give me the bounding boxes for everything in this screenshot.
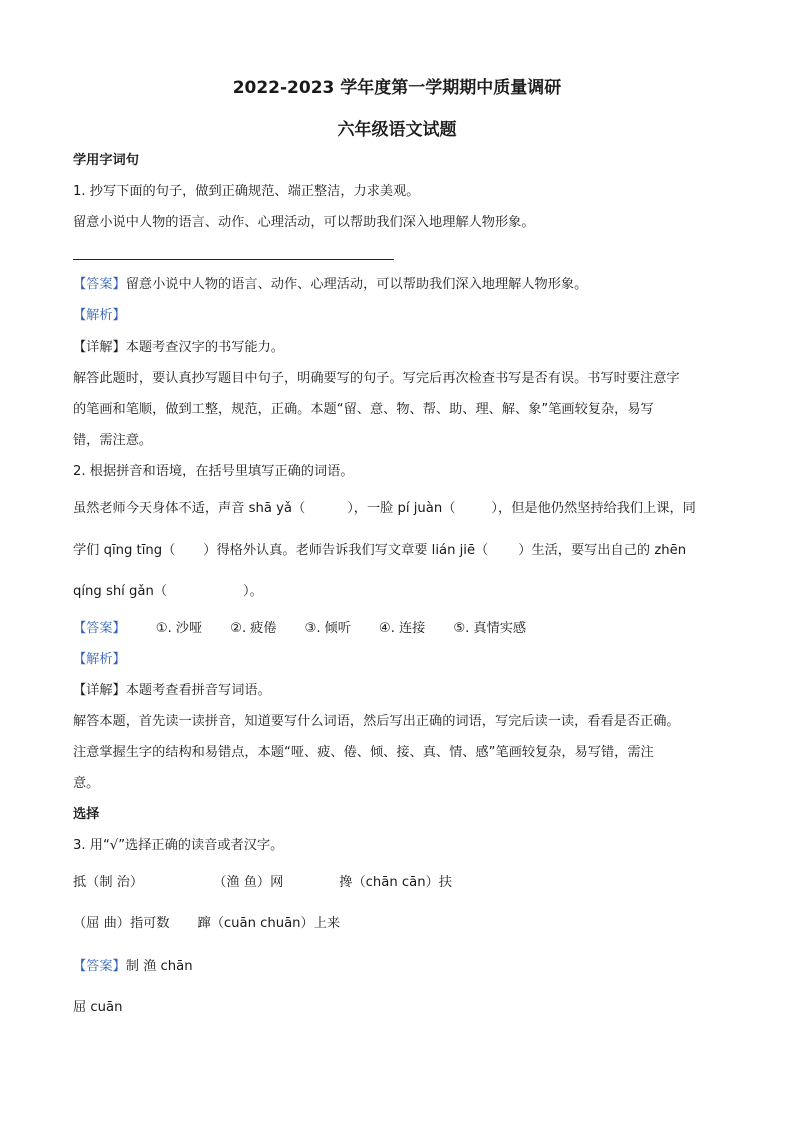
page-title: 2022-2023 学年度第一学期期中质量调研 bbox=[232, 78, 562, 98]
q2-detail bbox=[73, 682, 271, 700]
q1-answer-rule bbox=[73, 259, 394, 260]
passage-text: 虽然老师今天身体不适，声音 shā yǎ（ bbox=[73, 501, 306, 516]
q3-stem: 3. 用“√”选择正确的读音或者汉字。 bbox=[73, 838, 284, 853]
q1-explain-3: 错，需注意。 bbox=[73, 433, 153, 448]
answer-item-5: ⑤. 真情实感 bbox=[453, 621, 527, 636]
q2-stem: 2. 根据拼音和语境，在括号里填写正确的词语。 bbox=[73, 464, 354, 479]
answer-item-1: ①. 沙哑 bbox=[155, 621, 203, 636]
q3-answer-line-2: 屈 cuān bbox=[73, 1000, 123, 1015]
answer-label: 【答案】 bbox=[73, 959, 126, 974]
q2-passage-line-1 bbox=[73, 500, 696, 518]
q3-item: （渔 鱼）网 bbox=[213, 875, 284, 890]
q3-row-1 bbox=[73, 874, 452, 892]
detail-label: 【详解】 bbox=[73, 683, 126, 698]
q2-explain-2: 注意掌握生字的结构和易错点，本题“哑、疲、倦、倾、接、真、情、感”笔画较复杂，易写错，需注 bbox=[73, 745, 654, 760]
q3-row-2 bbox=[73, 915, 340, 933]
detail-text: 本题考查看拼音写词语。 bbox=[125, 683, 271, 698]
page-subtitle: 六年级语文试题 bbox=[337, 120, 457, 140]
q1-stem: 1. 抄写下面的句子，做到正确规范、端正整洁，力求美观。 bbox=[73, 184, 420, 199]
answer-text: 留意小说中人物的语言、动作、心理活动，可以帮助我们深入地理解人物形象。 bbox=[125, 277, 588, 292]
passage-text: ），但是他仍然坚持给我们上课，同 bbox=[491, 501, 696, 516]
detail-text: 本题考查汉字的书写能力。 bbox=[125, 340, 284, 355]
q3-item: （屈 曲）指可数 bbox=[73, 916, 170, 931]
q2-answer bbox=[73, 620, 526, 638]
q1-analysis-label: 【解析】 bbox=[73, 308, 126, 323]
q2-analysis-label: 【解析】 bbox=[73, 652, 126, 667]
q1-detail bbox=[73, 339, 284, 357]
passage-text: ）生活，要写出自己的 zhēn bbox=[518, 543, 687, 558]
answer-label: 【答案】 bbox=[73, 621, 126, 636]
answer-item-3: ③. 倾听 bbox=[304, 621, 351, 636]
q1-answer bbox=[73, 276, 587, 294]
answer-label: 【答案】 bbox=[73, 277, 126, 292]
passage-text: ）。 bbox=[243, 584, 263, 599]
q2-passage-line-3 bbox=[73, 583, 263, 601]
q1-sentence: 留意小说中人物的语言、动作、心理活动，可以帮助我们深入地理解人物形象。 bbox=[73, 215, 535, 230]
passage-text: ）得格外认真。老师告诉我们写文章要 lián jiē（ bbox=[203, 543, 489, 558]
q1-explain-2: 的笔画和笔顺，做到工整，规范，正确。本题“留、意、物、帮、助、理、解、象”笔画较复杂，易写 bbox=[73, 402, 654, 417]
answer-text: 制 渔 chān bbox=[125, 959, 193, 974]
section-heading-words: 学用字词句 bbox=[73, 153, 139, 168]
q1-explain-1: 解答此题时，要认真抄写题目中句子，明确要写的句子。写完后再次检查书写是否有误。书写时要注意字 bbox=[73, 371, 680, 386]
passage-text: ），一脸 pí juàn（ bbox=[347, 501, 456, 516]
q3-item: 抵（制 治） bbox=[73, 875, 144, 890]
section-heading-choice: 选择 bbox=[73, 807, 100, 822]
detail-label: 【详解】 bbox=[73, 340, 126, 355]
q3-item: 蹿（cuān chuān）上来 bbox=[197, 916, 341, 931]
q3-item: 搀（chān cān）扶 bbox=[339, 875, 452, 890]
q2-explain-1: 解答本题，首先读一读拼音，知道要写什么词语，然后写出正确的词语，写完后读一读，看看是否正确。 bbox=[73, 714, 680, 729]
q3-answer bbox=[73, 958, 193, 976]
q2-passage-line-2 bbox=[73, 542, 686, 560]
answer-item-4: ④. 连接 bbox=[378, 621, 426, 636]
q2-explain-3: 意。 bbox=[73, 776, 100, 791]
answer-item-2: ②. 疲倦 bbox=[230, 621, 277, 636]
passage-text: qíng shí gǎn（ bbox=[73, 584, 168, 599]
passage-text: 学们 qīng tīng（ bbox=[73, 543, 176, 558]
